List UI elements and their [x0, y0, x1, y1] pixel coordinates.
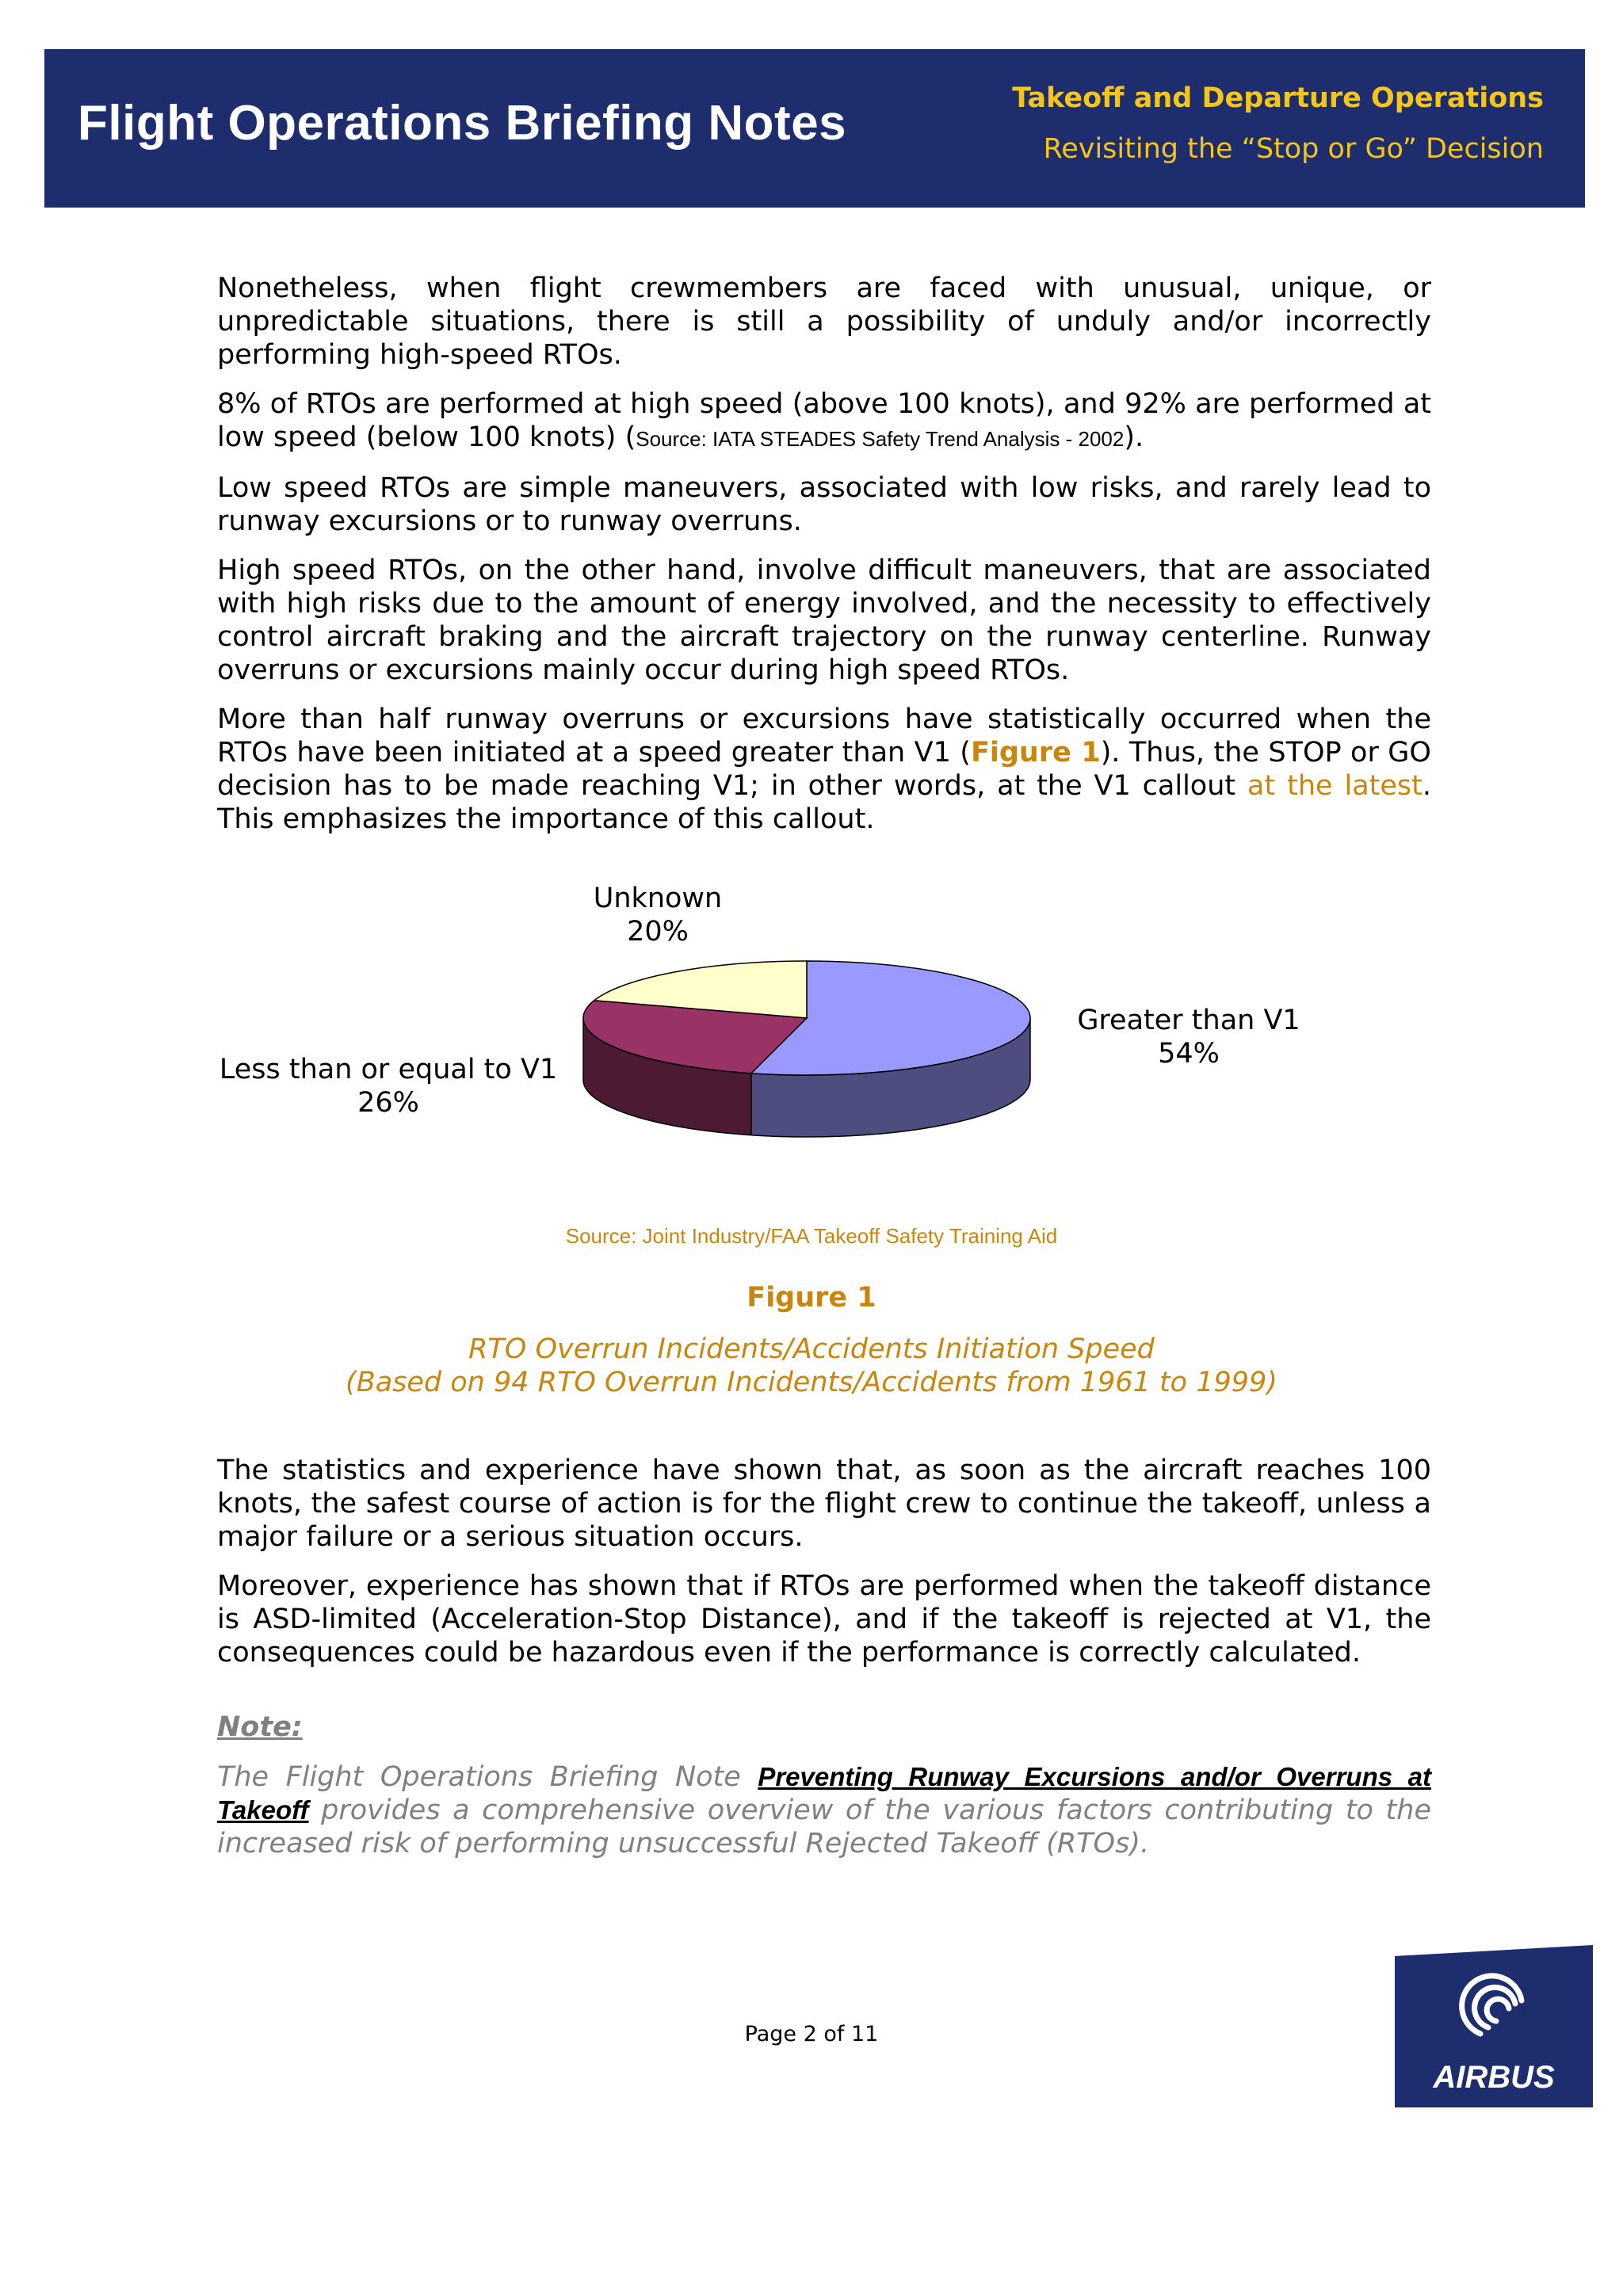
paragraph-5: More than half runway overruns or excursions have statistically occurred when the RTOs have been initiated at a speed greater than V1 (Figure 1). Thus, the STOP or GO decision has to be made reaching V1; in other words, at the V1 callout at the latest. This emphasizes the importance of this callout. [217, 704, 1432, 835]
body-upper [217, 272, 1431, 852]
airbus-wordmark: AIRBUS [1433, 2060, 1555, 2095]
paragraph-7: Moreover, experience has shown that if RTOs are performed when the takeoff distance is ASD-limited (Acceleration-Stop Distance), and if the takeoff is rejected at V1, the consequences could be hazardous even if the performance is correctly calculated. [217, 1570, 1431, 1669]
note-heading: Note: [217, 1711, 303, 1743]
note-body: The Flight Operations Briefing Note Preventing Runway Excursions and/or Overruns at Takeoff provides a comprehensive overview of the various factors contributing to the increased risk of performing unsuccessful Rejected Takeoff (RTOs). [217, 1761, 1431, 1859]
figure-label: Figure 1 [747, 1282, 876, 1314]
figure-reference: Figure 1 [970, 737, 1101, 769]
pie-label-greater-than-v1: Greater than V1 54% [1077, 1005, 1300, 1070]
page-number: Page 2 of 11 [744, 2022, 879, 2046]
pie-label-unknown: Unknown 20% [593, 883, 723, 948]
emphasis-at-the-latest: at the latest [1247, 770, 1423, 802]
briefing-note-link[interactable]: Preventing Runway Excursions and/or Overruns at Takeoff [217, 1762, 1431, 1825]
paragraph-3: Low speed RTOs are simple maneuvers, associated with low risks, and rarely lead to runway excursions or to runway overruns. [217, 472, 1431, 537]
paragraph-4: High speed RTOs, on the other hand, involve difficult maneuvers, that are associated with high risks due to the amount of energy involved, and the necessity to effectively control aircraft braking and the aircraft trajectory on the runway centerline. Runway overruns or excursions mainly occur during high speed RTOs. [217, 555, 1431, 686]
body-lower [217, 1454, 1431, 1685]
airbus-logo [1395, 1945, 1593, 2107]
paragraph-6: The statistics and experience have shown that, as soon as the aircraft reaches 100 knots, the safest course of action is for the flight crew to continue the takeoff, unless a major failure or a serious situation occurs. [217, 1455, 1431, 1553]
paragraph-1: Nonetheless, when flight crewmembers are faced with unusual, unique, or unpredictable situations, there is still a possibility of unduly and/or incorrectly performing high-speed RTOs. [217, 273, 1431, 371]
chart-source: Source: Joint Industry/FAA Takeoff Safety Training Aid [565, 1224, 1058, 1248]
section-title: Takeoff and Departure Operations [1012, 82, 1544, 114]
inline-source: Source: IATA STEADES Safety Trend Analysis - 2002 [636, 427, 1125, 451]
pie-chart [206, 883, 1395, 1240]
pie-label-less-or-equal-v1: Less than or equal to V1 26% [219, 1054, 558, 1119]
subsection-title: Revisiting the “Stop or Go” Decision [1043, 133, 1544, 165]
header-banner [44, 49, 1585, 208]
paragraph-2: 8% of RTOs are performed at high speed (above 100 knots), and 92% are performed at low speed (below 100 knots) (Source: IATA STEADES Safety Trend Analysis - 2002). [217, 388, 1431, 453]
figure-caption: RTO Overrun Incidents/Accidents Initiation Speed (Based on 94 RTO Overrun Incidents/Accidents from 1961 to 1999) [346, 1333, 1277, 1398]
document-title: Flight Operations Briefing Notes [78, 96, 847, 151]
